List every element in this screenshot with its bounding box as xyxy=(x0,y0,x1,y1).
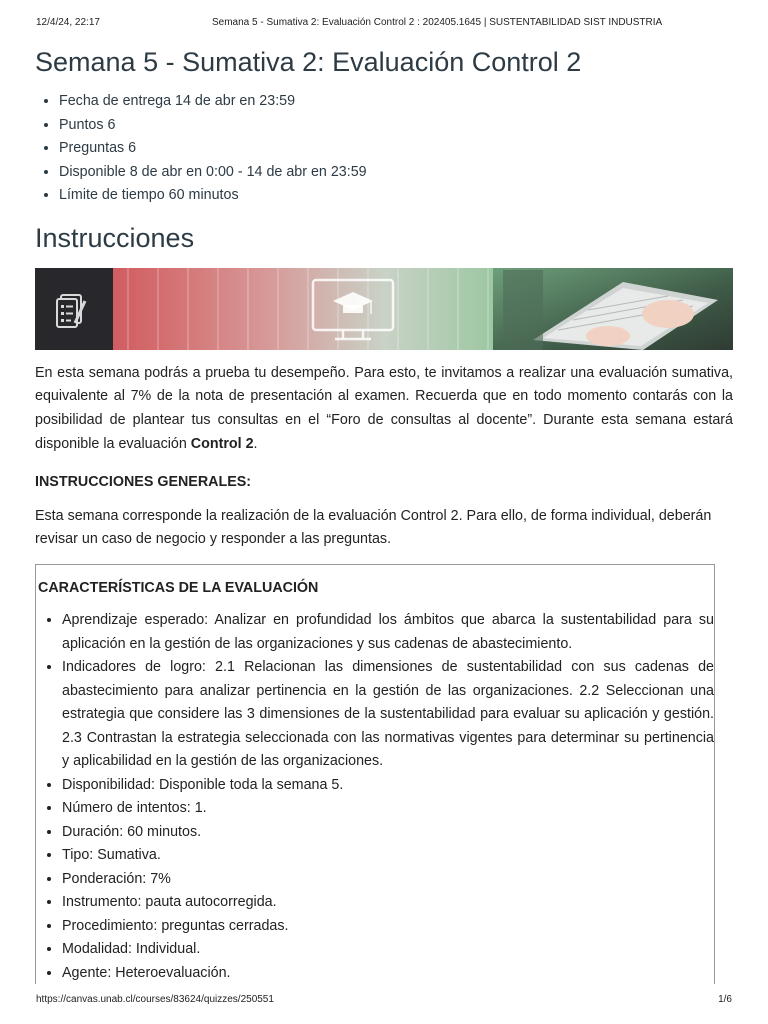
instructions-heading: Instrucciones xyxy=(35,222,195,253)
instructions-intro xyxy=(35,362,733,457)
quiz-title: Semana 5 - Sumativa 2: Evaluación Control 2 xyxy=(35,47,582,77)
print-date: 12/4/24, 22:17 xyxy=(36,17,100,28)
evaluation-list xyxy=(38,609,714,985)
evaluation-item-attempts: • Número de intentos: 1. xyxy=(62,797,714,821)
evaluation-item-availability: • Disponibilidad: Disponible toda la semana 5. xyxy=(62,774,714,798)
instructions-banner xyxy=(35,268,733,350)
print-footer xyxy=(36,994,732,1008)
quiz-content xyxy=(35,44,733,984)
general-instructions-heading: INSTRUCCIONES GENERALES: xyxy=(35,473,252,490)
evaluation-item-weighting: • Ponderación: 7% xyxy=(62,868,714,892)
banner-icon-block xyxy=(35,268,113,350)
quiz-detail-due-date: • Fecha de entrega 14 de abr en 23:59 xyxy=(59,90,733,114)
print-url[interactable]: https://canvas.unab.cl/courses/83624/quizzes/250551 xyxy=(36,994,274,1005)
evaluation-characteristics-box xyxy=(35,564,715,984)
evaluation-item-agent: • Agente: Heteroevaluación. xyxy=(62,962,714,986)
intro-text: En esta semana podrás a prueba tu desempeño. Para esto, te invitamos a realizar una evaluación sumativa, equivalente al 7% de la nota de presentación al examen. Recuerda que en todo momento contarás con la posibilidad de plantear tus consultas en el “Foro de consultas al docente”. Durante esta semana estará disponible la evaluación xyxy=(35,364,733,452)
quiz-detail-points: • Puntos 6 xyxy=(59,114,733,138)
quiz-detail-availability: • Disponible 8 de abr en 0:00 - 14 de abr en 23:59 xyxy=(59,161,733,185)
general-instructions-text: Esta semana corresponde la realización de la evaluación Control 2. Para ello, de forma individual, deberán revisar un caso de negocio y responder a las preguntas. xyxy=(35,507,712,548)
evaluation-item-expected-learning: • Aprendizaje esperado: Analizar en profundidad los ámbitos que abarca la sustentabilidad para su aplicación en la gestión de las organizaciones y sus cadenas de abastecimiento. xyxy=(62,609,714,656)
evaluation-item-procedure: • Procedimiento: preguntas cerradas. xyxy=(62,915,714,939)
quiz-detail-time-limit: • Límite de tiempo 60 minutos xyxy=(59,184,733,208)
print-header xyxy=(36,17,732,31)
evaluation-item-duration: • Duración: 60 minutos. xyxy=(62,821,714,845)
evaluation-item-achievement-indicators: • Indicadores de logro: 2.1 Relacionan las dimensiones de sustentabilidad con sus cadenas de abastecimiento para analizar pertinencia en la gestión de las organizaciones. 2.2 Seleccionan una estrategia que considere las 3 dimensiones de la sustentabilidad para evaluar su aplicación y gestión. 2.3 Contrastan la estrategia seleccionada con las normativas vigentes para determinar su pertinencia y aplicabilidad en la gestión de las organizaciones. xyxy=(62,656,714,774)
evaluation-item-modality: • Modalidad: Individual. xyxy=(62,938,714,962)
print-page-number: 1/6 xyxy=(718,994,732,1005)
quiz-details-list xyxy=(35,90,733,208)
graduation-monitor-icon xyxy=(283,276,423,344)
quiz-detail-questions: • Preguntas 6 xyxy=(59,137,733,161)
print-document-title: Semana 5 - Sumativa 2: Evaluación Control 2 : 202405.1645 | SUSTENTABILIDAD SIST INDUSTRIA xyxy=(212,17,663,28)
intro-bold-control: Control 2 xyxy=(190,435,254,452)
checklist-document-icon xyxy=(55,291,91,329)
evaluation-heading: CARACTERÍSTICAS DE LA EVALUACIÓN xyxy=(38,580,319,597)
laptop-hands-image xyxy=(493,268,733,350)
intro-end: . xyxy=(253,435,258,452)
evaluation-item-instrument: • Instrumento: pauta autocorregida. xyxy=(62,891,714,915)
evaluation-item-type: • Tipo: Sumativa. xyxy=(62,844,714,868)
